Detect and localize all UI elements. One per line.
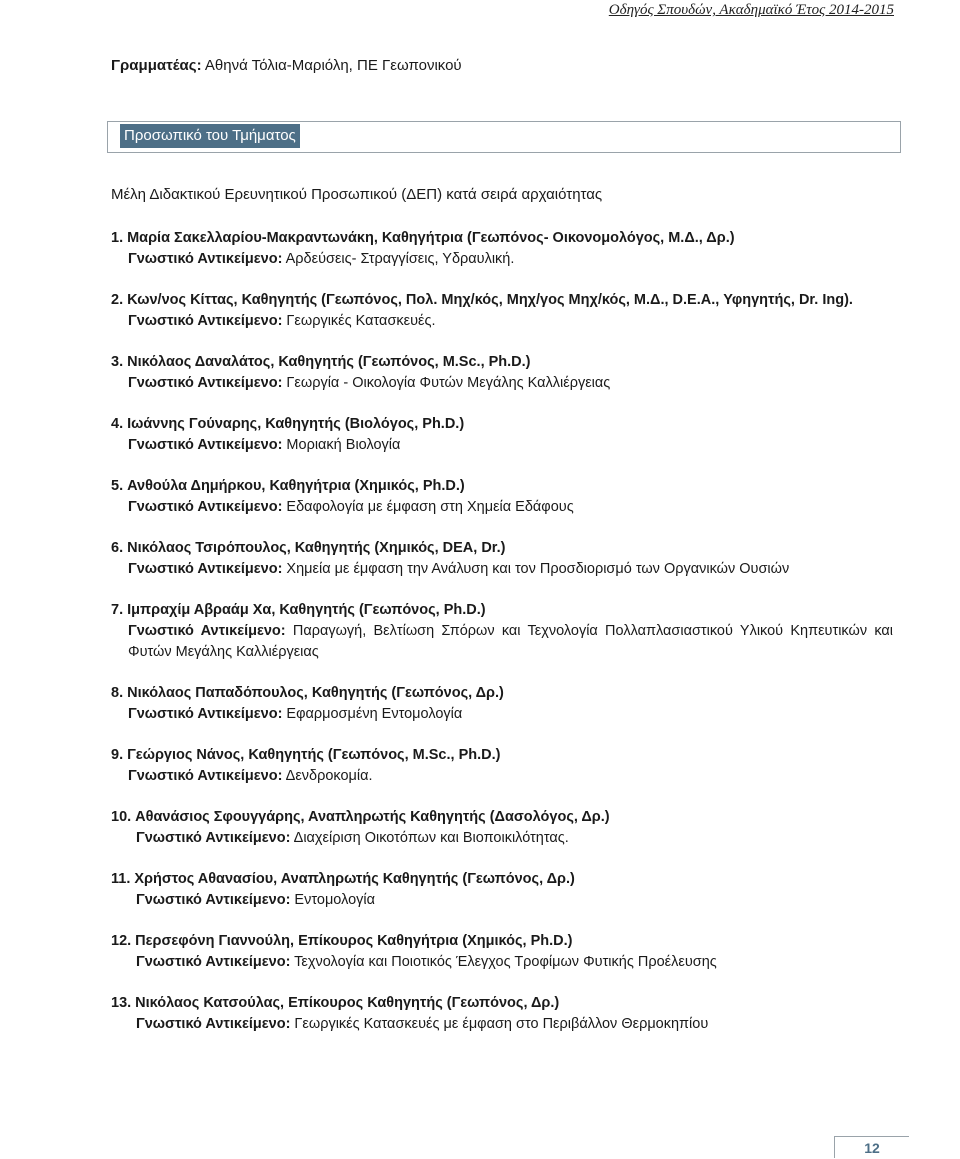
- member-heading: 12. Περσεφόνη Γιαννούλη, Επίκουρος Καθηγήτρια (Χημικός, Ph.D.): [111, 933, 573, 949]
- member-subject: Γνωστικό Αντικείμενο: Γεωργικές Κατασκευές με έμφαση στο Περιβάλλον Θερμοκηπίου: [136, 1016, 709, 1032]
- section-title: Προσωπικό του Τμήματος: [120, 124, 300, 148]
- member-name: Νικόλαος Παπαδόπουλος, Καθηγητής (Γεωπόνος, Δρ.): [127, 685, 504, 701]
- list-item: [111, 745, 893, 787]
- list-item: [111, 538, 893, 580]
- member-name: Κων/νος Κίττας, Καθηγητής (Γεωπόνος, Πολ. Μηχ/κός, Μηχ/γος Μηχ/κός, Μ.Δ., D.E.A., Υφηγητής, Dr. Ing).: [127, 292, 853, 308]
- list-item: [111, 869, 893, 911]
- member-heading: 3. Νικόλαος Δαναλάτος, Καθηγητής (Γεωπόνος, M.Sc., Ph.D.): [111, 354, 531, 370]
- member-subject: Γνωστικό Αντικείμενο: Εντομολογία: [136, 892, 376, 908]
- member-name: Χρήστος Αθανασίου, Αναπληρωτής Καθηγητής (Γεωπόνος, Δρ.): [134, 871, 575, 887]
- running-header: Οδηγός Σπουδών, Ακαδημαϊκό Έτος 2014-2015: [608, 2, 894, 18]
- member-heading: 1. Μαρία Σακελλαρίου-Μακραντωνάκη, Καθηγήτρια (Γεωπόνος- Οικονομολόγος, Μ.Δ., Δρ.): [111, 230, 735, 246]
- member-subject: Γνωστικό Αντικείμενο: Αρδεύσεις- Στραγγίσεις, Υδραυλική.: [128, 251, 515, 267]
- secretary-value: Αθηνά Τόλια-Μαριόλη, ΠΕ Γεωπονικού: [201, 57, 462, 74]
- member-heading: 9. Γεώργιος Νάνος, Καθηγητής (Γεωπόνος, M.Sc., Ph.D.): [111, 747, 501, 763]
- member-subject: Γνωστικό Αντικείμενο: Εδαφολογία με έμφαση στη Χημεία Εδάφους: [128, 499, 574, 515]
- list-item: [111, 228, 893, 270]
- list-item: [111, 352, 893, 394]
- list-item: [111, 993, 893, 1035]
- member-subject: Γνωστικό Αντικείμενο: Εφαρμοσμένη Εντομολογία: [128, 706, 463, 722]
- member-subject: Γνωστικό Αντικείμενο: Παραγωγή, Βελτίωση Σπόρων και Τεχνολογία Πολλαπλασιαστικού Υλικού Κηπευτικών και Φυτών Μεγάλης Καλλιέργειας: [128, 623, 894, 660]
- list-item: [111, 476, 893, 518]
- member-name: Γεώργιος Νάνος, Καθηγητής (Γεωπόνος, M.Sc., Ph.D.): [127, 747, 501, 763]
- member-heading: 11. Χρήστος Αθανασίου, Αναπληρωτής Καθηγητής (Γεωπόνος, Δρ.): [111, 871, 575, 887]
- member-heading: 10. Αθανάσιος Σφουγγάρης, Αναπληρωτής Καθηγητής (Δασολόγος, Δρ.): [111, 809, 610, 825]
- page-number: 12: [834, 1136, 909, 1158]
- member-name: Νικόλαος Δαναλάτος, Καθηγητής (Γεωπόνος, M.Sc., Ph.D.): [127, 354, 531, 370]
- member-heading: 7. Ιμπραχίμ Αβραάμ Χα, Καθηγητής (Γεωπόνος, Ph.D.): [111, 602, 486, 618]
- member-name: Ανθούλα Δημήρκου, Καθηγήτρια (Χημικός, Ph.D.): [127, 478, 465, 494]
- secretary-line: [111, 57, 462, 74]
- staff-list-title: Μέλη Διδακτικού Ερευνητικού Προσωπικού (ΔΕΠ) κατά σειρά αρχαιότητας: [111, 186, 603, 203]
- list-item: [111, 600, 893, 663]
- member-name: Νικόλαος Τσιρόπουλος, Καθηγητής (Χημικός, DEA, Dr.): [127, 540, 506, 556]
- member-subject: Γνωστικό Αντικείμενο: Γεωργικές Κατασκευές.: [128, 313, 436, 329]
- member-subject: Γνωστικό Αντικείμενο: Τεχνολογία και Ποιοτικός Έλεγχος Τροφίμων Φυτικής Προέλευσης: [136, 954, 717, 970]
- member-heading: 13. Νικόλαος Κατσούλας, Επίκουρος Καθηγητής (Γεωπόνος, Δρ.): [111, 995, 560, 1011]
- list-item: [111, 683, 893, 725]
- member-name: Περσεφόνη Γιαννούλη, Επίκουρος Καθηγήτρια (Χημικός, Ph.D.): [135, 933, 573, 949]
- member-subject: Γνωστικό Αντικείμενο: Γεωργία - Οικολογία Φυτών Μεγάλης Καλλιέργειας: [128, 375, 611, 391]
- list-item: [111, 290, 893, 332]
- list-item: [111, 807, 893, 849]
- member-heading: 5. Ανθούλα Δημήρκου, Καθηγήτρια (Χημικός, Ph.D.): [111, 478, 465, 494]
- member-subject: Γνωστικό Αντικείμενο: Δενδροκομία.: [128, 768, 373, 784]
- member-name: Ιμπραχίμ Αβραάμ Χα, Καθηγητής (Γεωπόνος, Ph.D.): [127, 602, 486, 618]
- list-item: [111, 414, 893, 456]
- staff-list: [111, 228, 893, 1055]
- member-subject: Γνωστικό Αντικείμενο: Μοριακή Βιολογία: [128, 437, 401, 453]
- list-item: [111, 931, 893, 973]
- member-heading: 8. Νικόλαος Παπαδόπουλος, Καθηγητής (Γεωπόνος, Δρ.): [111, 685, 504, 701]
- section-heading-box: [107, 121, 901, 153]
- member-heading: 2. Κων/νος Κίττας, Καθηγητής (Γεωπόνος, Πολ. Μηχ/κός, Μηχ/γος Μηχ/κός, Μ.Δ., D.E.A., Υφηγητής, Dr. Ing).: [111, 292, 853, 308]
- member-name: Αθανάσιος Σφουγγάρης, Αναπληρωτής Καθηγητής (Δασολόγος, Δρ.): [135, 809, 610, 825]
- secretary-label: Γραμματέας:: [111, 57, 202, 74]
- member-subject: Γνωστικό Αντικείμενο: Διαχείριση Οικοτόπων και Βιοποικιλότητας.: [136, 830, 569, 846]
- member-subject: Γνωστικό Αντικείμενο: Χημεία με έμφαση την Ανάλυση και τον Προσδιορισμό των Οργανικών Ουσιών: [128, 561, 790, 577]
- member-name: Μαρία Σακελλαρίου-Μακραντωνάκη, Καθηγήτρια (Γεωπόνος- Οικονομολόγος, Μ.Δ., Δρ.): [127, 230, 735, 246]
- member-heading: 4. Ιωάννης Γούναρης, Καθηγητής (Βιολόγος, Ph.D.): [111, 416, 465, 432]
- member-heading: 6. Νικόλαος Τσιρόπουλος, Καθηγητής (Χημικός, DEA, Dr.): [111, 540, 506, 556]
- member-name: Ιωάννης Γούναρης, Καθηγητής (Βιολόγος, Ph.D.): [127, 416, 465, 432]
- member-name: Νικόλαος Κατσούλας, Επίκουρος Καθηγητής (Γεωπόνος, Δρ.): [135, 995, 560, 1011]
